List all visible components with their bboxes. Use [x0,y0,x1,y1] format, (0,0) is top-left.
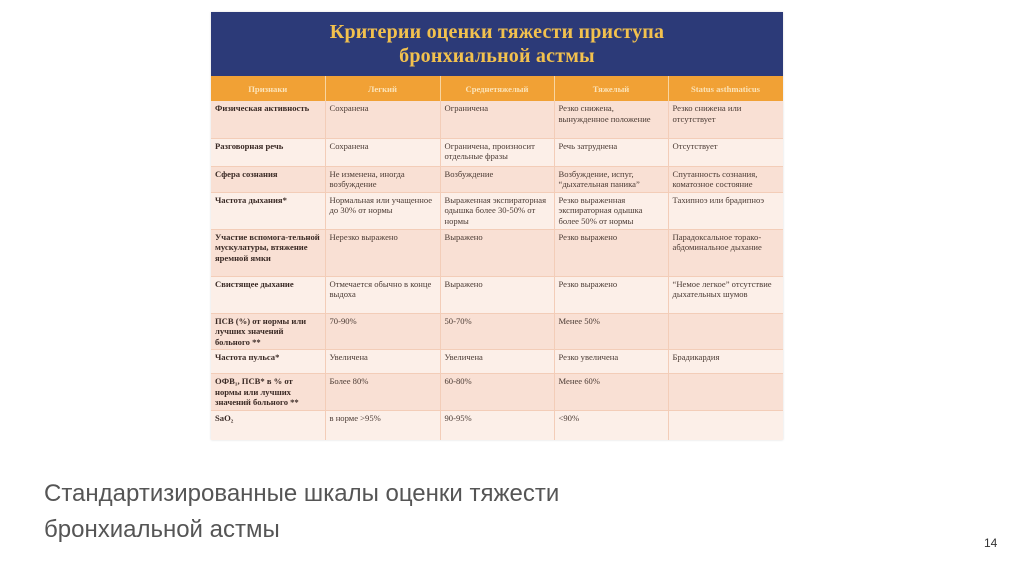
table-title-line-1: Критерии оценки тяжести приступа [329,21,665,43]
row-label: Разговорная речь [211,138,325,166]
table-cell: Резко выражено [554,229,668,276]
table-cell: Увеличена [325,350,440,374]
page-number: 14 [984,536,998,550]
table-cell: 70-90% [325,313,440,350]
table-cell: Резко увеличена [554,350,668,374]
row-label: ПСВ (%) от нормы или лучших значений больного ** [211,313,325,350]
table-row [211,374,783,411]
table-cell: Возбуждение, испуг, “дыхательная паника” [554,166,668,192]
table-cell: Ограничена, произносит отдельные фразы [440,138,554,166]
row-label: Участие вспомога-тельной мускулатуры, втяжение яремной ямки [211,229,325,276]
table-cell: Выражено [440,276,554,313]
table-cell: Спутанность сознания, коматозное состояние [668,166,783,192]
table-cell: Выражено [440,229,554,276]
table-cell: Нормальная или учащенное до 30% от нормы [325,192,440,229]
table-cell: Отсутствует [668,138,783,166]
table-cell: Выраженная экспираторная одышка более 30-50% от нормы [440,192,554,229]
table-cell: Отмечается обычно в конце выдоха [325,276,440,313]
header-cell-sign: Признаки [211,76,325,101]
table-title-line-2: бронхиальной астмы [399,45,595,67]
table-cell: Резко выражено [554,276,668,313]
table-cell: Менее 60% [554,374,668,411]
slide-caption [44,476,744,548]
slide-caption-line-1: Стандартизированные шкалы оценки тяжести [44,480,560,507]
row-label: Частота пульса* [211,350,325,374]
table-cell: 90-95% [440,411,554,441]
row-label: Сфера сознания [211,166,325,192]
table-cell: <90% [554,411,668,441]
slide-caption-line-2: бронхиальной астмы [44,516,280,543]
table-cell [668,411,783,441]
table-row [211,101,783,138]
row-label: Свистящее дыхание [211,276,325,313]
table-cell: Более 80% [325,374,440,411]
severity-criteria-table [211,76,783,440]
table-row [211,411,783,441]
table-cell: в норме >95% [325,411,440,441]
table-title-band [211,12,783,76]
table-row [211,313,783,350]
table-cell: Сохранена [325,138,440,166]
table-cell: Ограничена [440,101,554,138]
table-row [211,138,783,166]
table-cell [668,313,783,350]
table-cell: “Немое легкое” отсутствие дыхательных шумов [668,276,783,313]
table-cell: Нерезко выражено [325,229,440,276]
row-label: Частота дыхания* [211,192,325,229]
header-cell-mild: Легкий [325,76,440,101]
table-cell [668,374,783,411]
table-cell: Резко снижена или отсутствует [668,101,783,138]
table-row [211,350,783,374]
table-cell: Сохранена [325,101,440,138]
table-cell: 60-80% [440,374,554,411]
row-label: SaO₂ [211,411,325,441]
header-cell-status-asthmaticus: Status asthmaticus [668,76,783,101]
header-cell-moderate: Среднетяжелый [440,76,554,101]
table-cell: Увеличена [440,350,554,374]
table-row [211,192,783,229]
table-header-row [211,76,783,101]
table-cell: Речь затруднена [554,138,668,166]
table-row [211,276,783,313]
table-cell: Резко снижена, вынужденное положение [554,101,668,138]
table-cell: Возбуждение [440,166,554,192]
table-cell: Резко выраженная экспираторная одышка более 50% от нормы [554,192,668,229]
table-row [211,229,783,276]
table-cell: Не изменена, иногда возбуждение [325,166,440,192]
header-cell-severe: Тяжелый [554,76,668,101]
table-cell: 50-70% [440,313,554,350]
row-label: ОФВ₁, ПСВ* в % от нормы или лучших значений больного ** [211,374,325,411]
table-cell: Тахипноэ или брадипноэ [668,192,783,229]
table-cell: Брадикардия [668,350,783,374]
table-cell: Менее 50% [554,313,668,350]
table-row [211,166,783,192]
row-label: Физическая активность [211,101,325,138]
severity-criteria-table-image [211,12,783,440]
table-cell: Парадоксальное торако-абдоминальное дыхание [668,229,783,276]
